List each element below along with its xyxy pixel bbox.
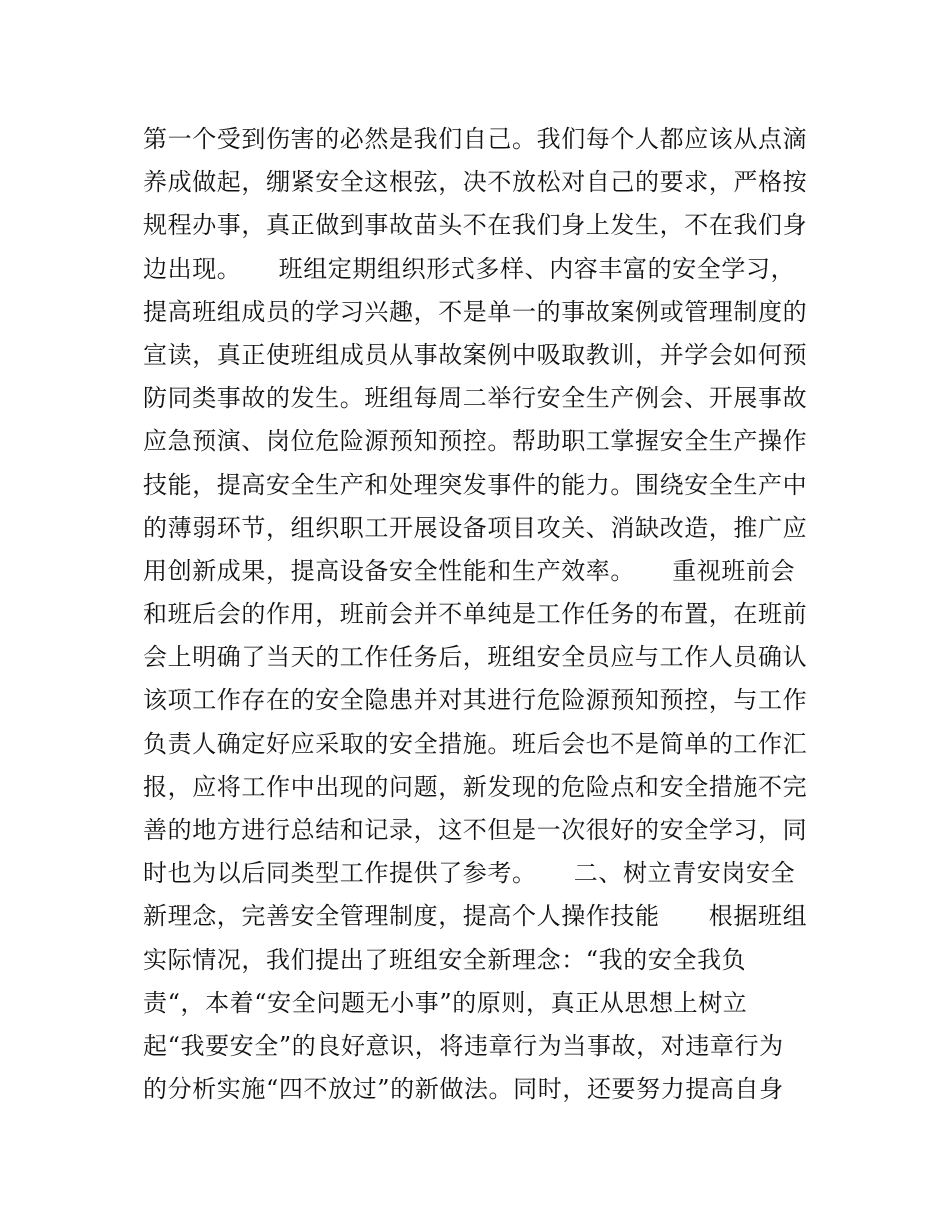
text-line: 新理念，完善安全管理制度，提高个人操作技能 根据班组 bbox=[143, 902, 808, 931]
text-line: 和班后会的作用，班前会并不单纯是工作任务的布置，在班前 bbox=[143, 600, 808, 629]
text-line: 实际情况，我们提出了班组安全新理念：“我的安全我负 bbox=[143, 945, 747, 974]
text-line: 提高班组成员的学习兴趣，不是单一的事故案例或管理制度的 bbox=[143, 297, 808, 326]
text-line: 报，应将工作中出现的问题，新发现的危险点和安全措施不完 bbox=[143, 772, 808, 801]
text-line: 边出现。 班组定期组织形式多样、内容丰富的安全学习， bbox=[143, 254, 796, 283]
text-line: 负责人确定好应采取的安全措施。班后会也不是简单的工作汇 bbox=[143, 729, 808, 758]
text-line: 善的地方进行总结和记录，这不但是一次很好的安全学习，同 bbox=[143, 816, 808, 844]
text-line: 第一个受到伤害的必然是我们自己。我们每个人都应该从点滴 bbox=[143, 125, 808, 153]
text-line: 会上明确了当天的工作任务后，班组安全员应与工作人员确认 bbox=[143, 643, 808, 672]
body-text bbox=[143, 118, 813, 1111]
text-line: 应急预演、岗位危险源预知预控。帮助职工掌握安全生产操作 bbox=[143, 427, 808, 456]
text-line: 宣读，真正使班组成员从事故案例中吸取教训，并学会如何预 bbox=[143, 340, 808, 369]
text-line: 技能，提高安全生产和处理突发事件的能力。围绕安全生产中 bbox=[143, 470, 808, 499]
text-line: 养成做起，绷紧安全这根弦，决不放松对自己的要求，严格按 bbox=[143, 168, 808, 197]
text-line: 的分析实施“四不放过”的新做法。同时，还要努力提高自身 bbox=[143, 1075, 784, 1104]
text-line: 防同类事故的发生。班组每周二举行安全生产例会、开展事故 bbox=[143, 384, 808, 413]
text-line: 该项工作存在的安全隐患并对其进行危险源预知预控，与工作 bbox=[143, 686, 808, 715]
text-line: 时也为以后同类型工作提供了参考。 二、树立青安岗安全 bbox=[143, 859, 796, 888]
text-line: 起“我要安全”的良好意识，将违章行为当事故，对违章行为 bbox=[143, 1031, 784, 1060]
text-line: 规程办事，真正做到事故苗头不在我们身上发生，不在我们身 bbox=[143, 211, 808, 240]
text-line: 责“，本着“安全问题无小事”的原则，真正从思想上树立 bbox=[143, 988, 748, 1017]
text-line: 的薄弱环节，组织职工开展设备项目攻关、消缺改造，推广应 bbox=[143, 513, 808, 542]
text-line: 用创新成果，提高设备安全性能和生产效率。 重视班前会 bbox=[143, 556, 796, 585]
